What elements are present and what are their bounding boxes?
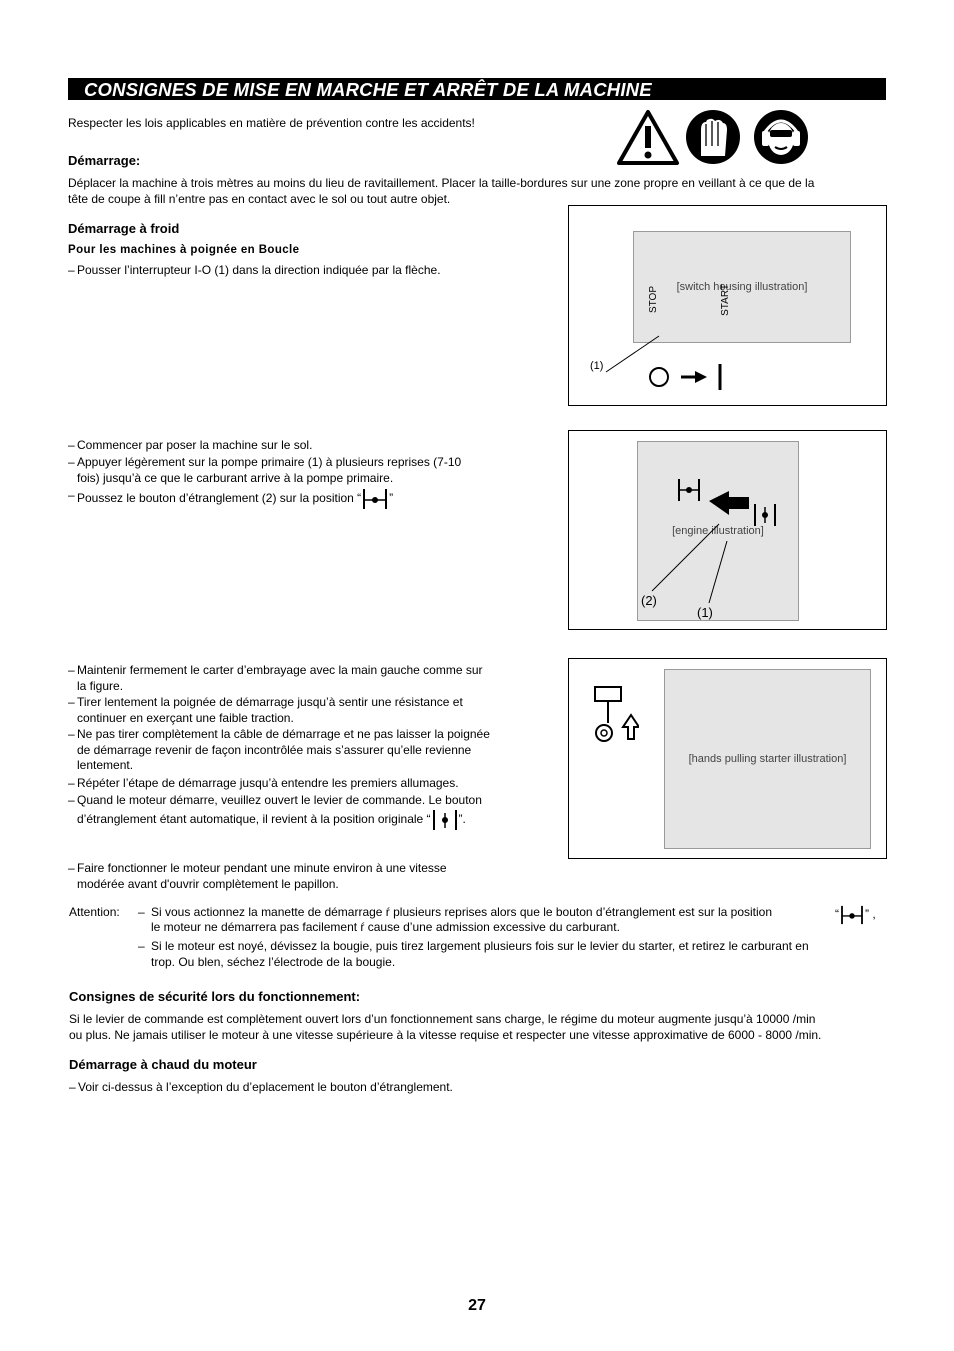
callout-1: (1) [590, 360, 604, 372]
callout-2: (2) [641, 593, 657, 608]
choke-open-icon [431, 809, 459, 831]
figure-primer-choke [568, 430, 887, 630]
figure-switch-overlay [569, 206, 886, 405]
stop-label: STOP [648, 286, 659, 314]
demarrage-line1: Déplacer la machine à trois mètres au moins du lieu de ravitaillement. Placer la taille-bordures sur une zone propre en veillant à ce que de la [68, 176, 815, 190]
face-ear-protection-icon [754, 110, 808, 164]
attention-item: – Si vous actionnez la manette de démarrage ŕ plusieurs reprises alors que le bouton d’étranglement est sur la position [138, 905, 772, 921]
heading-demarrage-froid: Démarrage à froid [68, 221, 180, 236]
page-number: 27 [468, 1297, 486, 1314]
list-item: – Poussez le bouton d’étranglement (2) sur la position “ ” [68, 488, 393, 510]
gloves-icon [686, 110, 740, 164]
list-item: – Tirer lentement la poignée de démarrage jusqu’à sentir une résistance et continuer en exerçant une faible traction. [68, 695, 463, 726]
intro-text: Respecter les lois applicables en matière de prévention contre les accidents! [68, 116, 475, 130]
heading-demarrage-chaud: Démarrage à chaud du moteur [69, 1057, 257, 1072]
list-item: – Faire fonctionner le moteur pendant une minute environ à une vitesse modérée avant d'ouvrir complètement le papillon. [68, 861, 447, 892]
list-item: – Ne pas tirer complètement la câble de démarrage et ne pas laisser la poignée de démarrage revenir de façon incontrôlée mais s’assurer qu’elle revienne lentement. [68, 727, 490, 774]
demarrage-line2: tête de coupe à fill n’entre pas en contact avec le sol ou tout autre objet. [68, 192, 451, 206]
safety-icons [617, 108, 813, 166]
list-item: – Pousser l’interrupteur I-O (1) dans la direction indiquée par la flèche. [68, 263, 441, 279]
page-title: CONSIGNES DE MISE EN MARCHE ET ARRÊT DE LA MACHINE [84, 79, 652, 100]
figure-primer-overlay [569, 431, 886, 629]
heading-securite: Consignes de sécurité lors du fonctionnement: [69, 989, 361, 1004]
switch-illustration-placeholder: [switch housing illustration] [633, 231, 851, 343]
attention-choke-icon: “ ” , [835, 905, 876, 925]
subheading-poignee-boucle: Pour les machines à poignée en Boucle [68, 244, 300, 256]
engine-illustration-placeholder: [engine illustration] [637, 441, 799, 621]
starter-pull-icon [589, 679, 639, 749]
list-item: – Maintenir fermement le carter d’embrayage avec la main gauche comme sur la figure. [68, 663, 483, 694]
attention-label: Attention: [69, 905, 120, 919]
list-item: – Commencer par poser la machine sur le sol. [68, 438, 312, 454]
warning-triangle-icon [619, 112, 677, 163]
attention-item: – Si le moteur est noyé, dévissez la bougie, puis tirez largement plusieurs fois sur le levier du starter, et retirez le carburant en trop. Ou blen, séchez l’électrode de la bougie. [138, 939, 809, 970]
figure-starter-pull [568, 658, 887, 859]
choke-open-icon [755, 504, 775, 526]
section-title-bar [68, 78, 886, 100]
attention-item-line2: le moteur ne démarrera pas facilement ŕ cause d’une admission excessive du carburant. [151, 920, 620, 934]
choke-closed-icon [679, 479, 699, 501]
callout-1: (1) [697, 605, 713, 620]
securite-line1: Si le levier de commande est complètement ouvert lors d’un fonctionnement sans charge, le régime du moteur augmente jusqu’à 10000 /min [69, 1012, 816, 1026]
heading-demarrage: Démarrage: [68, 153, 141, 168]
figure-switch [568, 205, 887, 406]
choke-closed-icon [839, 905, 865, 925]
securite-line2: ou plus. Ne jamais utiliser le moteur à une vitesse supérieure à la vitesse requise et respecter une vitesse approximative de 6000 - 8000 /min. [69, 1028, 822, 1042]
list-item: – Voir ci-dessus à l’exception du d’eplacement le bouton d’étranglement. [69, 1080, 453, 1096]
list-item: – Répéter l’étape de démarrage jusqu’à entendre les premiers allumages. [68, 776, 459, 792]
list-item: – Appuyer légèrement sur la pompe primaire (1) à plusieurs reprises (7-10 fois) jusqu’à ce que le carburant arrive à la pompe primaire. [68, 455, 461, 486]
list-item: – Quand le moteur démarre, veuillez ouvert le levier de commande. Le bouton d’étranglement étant automatique, il revient à la position originale “ ”. [68, 793, 482, 831]
start-label: START [720, 284, 731, 316]
hands-starting-illustration-placeholder: [hands pulling starter illustration] [664, 669, 871, 849]
choke-closed-icon [361, 488, 389, 510]
